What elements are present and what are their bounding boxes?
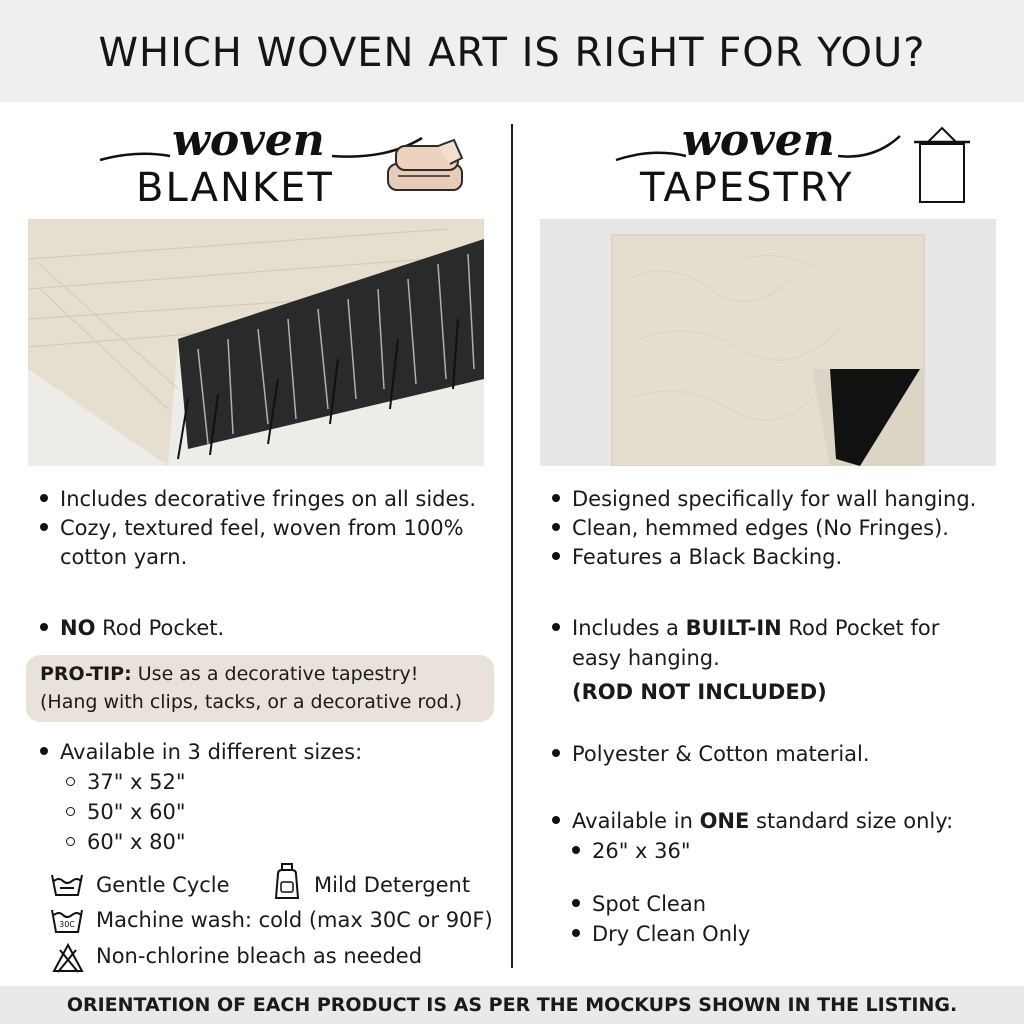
pro-tip-detail: (Hang with clips, tacks, or a decorative rod.) — [40, 691, 463, 713]
size-item: Available in ONE standard size only: — [552, 807, 953, 836]
blanket-script-title: woven — [172, 115, 325, 166]
list-item: Clean, hemmed edges (No Fringes). — [552, 514, 949, 543]
wash-tub-icon — [50, 871, 84, 899]
tapestry-title: TAPESTRY — [640, 165, 854, 211]
detergent-bottle-icon — [272, 862, 302, 902]
tapestry-script-title: woven — [682, 115, 835, 166]
care-item: Dry Clean Only — [572, 920, 750, 949]
size-value: 26" x 36" — [572, 837, 691, 866]
list-item: Includes decorative fringes on all sides. — [40, 485, 476, 514]
list-item: Designed specifically for wall hanging. — [552, 485, 976, 514]
blanket-title: BLANKET — [136, 165, 334, 211]
rod-pocket-continuation: easy hanging. — [572, 646, 720, 670]
care-bleach: Non-chlorine bleach as needed — [96, 944, 423, 968]
list-item-continuation: cotton yarn. — [60, 545, 188, 569]
folded-blanket-icon — [380, 136, 470, 200]
material-item: Polyester & Cotton material. — [552, 740, 870, 769]
bleach-triangle-icon — [52, 942, 84, 974]
pro-tip-box: PRO-TIP: Use as a decorative tapestry! (Hang with clips, tacks, or a decorative rod.) — [26, 655, 494, 722]
page-title: WHICH WOVEN ART IS RIGHT FOR YOU? — [98, 30, 926, 76]
size-item: 50" x 60" — [66, 798, 186, 827]
pro-tip-label: PRO-TIP: — [40, 663, 132, 685]
blanket-photo — [28, 219, 484, 466]
column-divider — [511, 124, 513, 968]
tapestry-photo — [540, 219, 996, 466]
care-machine-wash: Machine wash: cold (max 30C or 90F) — [96, 908, 493, 932]
hanging-tapestry-icon — [910, 124, 974, 206]
care-gentle-cycle: Gentle Cycle — [96, 873, 230, 897]
list-item: Cozy, textured feel, woven from 100% — [40, 514, 464, 543]
rod-pocket-item: Includes a BUILT-IN Rod Pocket for — [552, 614, 939, 643]
rod-pocket-item: NO Rod Pocket. — [40, 614, 224, 643]
list-item: Features a Black Backing. — [552, 543, 842, 572]
care-mild-detergent: Mild Detergent — [314, 873, 471, 897]
footer-note: ORIENTATION OF EACH PRODUCT IS AS PER THE MOCKUPS SHOWN IN THE LISTING. — [66, 994, 958, 1016]
cold-wash-icon — [50, 906, 84, 936]
size-item: 37" x 52" — [66, 768, 186, 797]
sizes-intro: Available in 3 different sizes: — [40, 738, 362, 767]
svg-text:30C: 30C — [59, 920, 75, 929]
size-item: 60" x 80" — [66, 828, 186, 857]
care-item: Spot Clean — [572, 890, 706, 919]
rod-not-included-note: (ROD NOT INCLUDED) — [572, 680, 827, 704]
